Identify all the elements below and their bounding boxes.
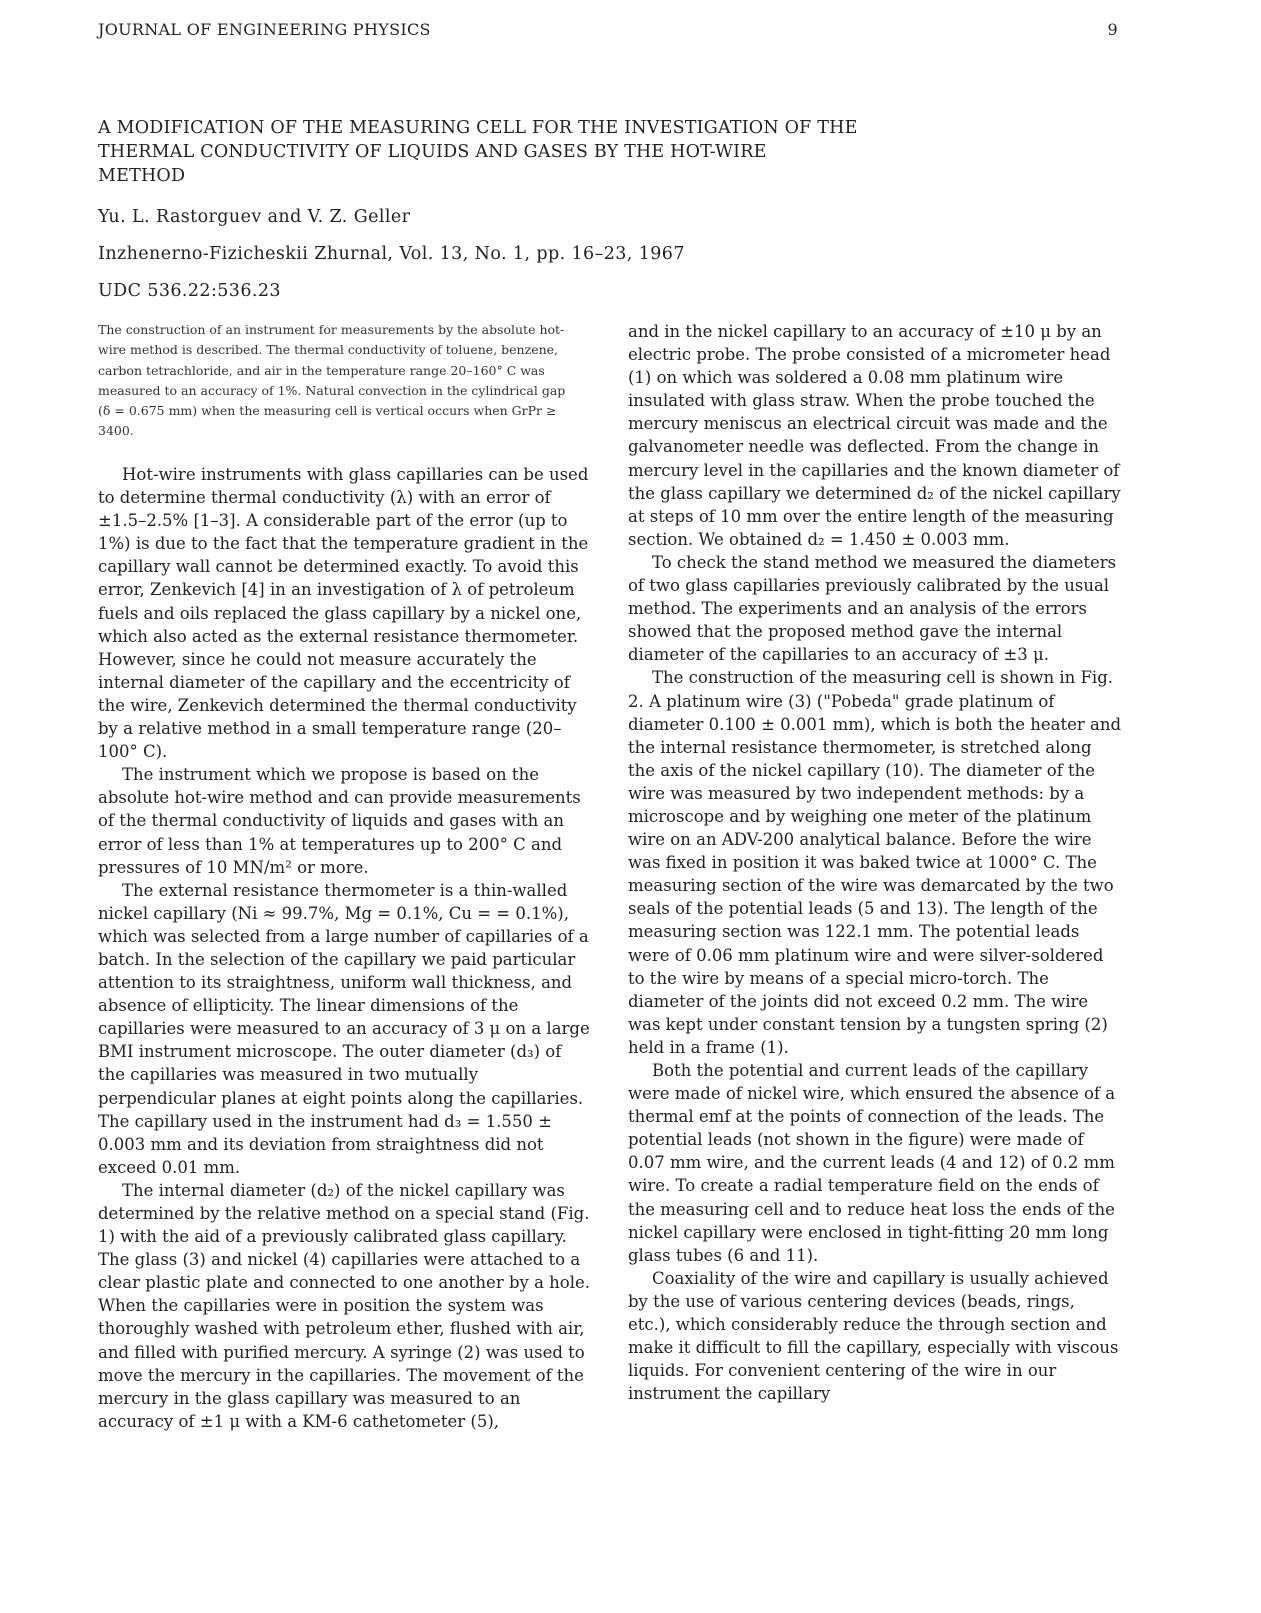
paragraph: Both the potential and current leads of the capillary were made of nickel wire, which ensured the absence of a thermal emf at the points of connection of the leads. The potential leads (not shown in the figure) were made of 0.07 mm wire, and the current leads (4 and 12) of 0.2 mm wire. To create a radial temperature field on the ends of the measuring cell and to reduce heat loss the ends of the nickel capillary were enclosed in tight-fitting 20 mm long glass tubes (6 and 11). [628,1061,1116,1265]
journal-name: JOURNAL OF ENGINEERING PHYSICS [98,20,431,39]
right-column [628,320,1122,1405]
paragraph: Coaxiality of the wire and capillary is usually achieved by the use of various centering devices (beads, rings, etc.), which considerably reduce the through section and make it difficult to fill the capillary, especially with viscous liquids. For convenient centering of the wire in our instrument the capillary [628,1268,1119,1404]
authors: Yu. L. Rastorguev and V. Z. Geller [98,207,411,227]
paragraph: and in the nickel capillary to an accuracy of ±10 μ by an electric probe. The probe consisted of a micrometer head (1) on which was soldered a 0.08 mm platinum wire insulated with glass straw. When the probe touched the mercury meniscus an electrical circuit was made and the galvanometer needle was deflected. From the change in mercury level in the capillaries and the known diameter of the glass capillary we determined d₂ of the nickel capillary at steps of 10 mm over the entire length of the measuring section. We obtained d₂ = 1.450 ± 0.003 mm. [628,322,1121,549]
paragraph: Hot-wire instruments with glass capillaries can be used to determine thermal conductivity (λ) with an error of ±1.5–2.5% [1–3]. A considerable part of the error (up to 1%) is due to the fact that the temperature gradient in the capillary wall cannot be determined exactly. To avoid this error, Zenkevich [4] in an investigation of λ of petroleum fuels and oils replaced the glass capillary by a nickel one, which also acted as the external resistance thermometer. However, since he could not measure accurately the internal diameter of the capillary and the eccentricity of the wire, Zenkevich determined the thermal conductivity by a relative method in a small temperature range (20–100° C). [98,465,589,762]
paragraph: The instrument which we propose is based on the absolute hot-wire method and can provide measurements of the thermal conductivity of liquids and gases with an error of less than 1% at temperatures up to 200° C and pressures of 10 MN/m² or more. [98,765,581,877]
running-head [98,20,1118,39]
left-column [98,463,592,1433]
paragraph: The internal diameter (d₂) of the nickel capillary was determined by the relative method on a special stand (Fig. 1) with the aid of a previously calibrated glass capillary. The glass (3) and nickel (4) capillaries were attached to a clear plastic plate and connected to one another by a hole. When the capillaries were in position the system was thoroughly washed with petroleum ether, flushed with air, and filled with purified mercury. A syringe (2) was used to move the mercury in the capillaries. The movement of the mercury in the glass capillary was measured to an accuracy of ±1 μ with a KM-6 cathetometer (5), [98,1180,591,1431]
page-number: 9 [1107,20,1118,39]
paragraph: The external resistance thermometer is a thin-walled nickel capillary (Ni ≈ 99.7%, Mg = 0.1%, Cu = = 0.1%), which was selected from a large number of capillaries of a batch. In the selection of the capillary we paid particular attention to its straightness, uniform wall thickness, and absence of ellipticity. The linear dimensions of the capillaries were measured to an accuracy of 3 μ on a large BMI instrument microscope. The outer diameter (d₃) of the capillaries was measured in two mutually perpendicular planes at eight points along the capillaries. The capillary used in the instrument had d₃ = 1.550 ± 0.003 mm and its deviation from straightness did not exceed 0.01 mm. [98,880,590,1177]
paragraph: To check the stand method we measured the diameters of two glass capillaries previously calibrated by the usual method. The experiments and an analysis of the errors showed that the proposed method gave the internal diameter of the capillaries to an accuracy of ±3 μ. [628,552,1117,665]
udc-code: UDC 536.22:536.23 [98,281,281,301]
article-title: A MODIFICATION OF THE MEASURING CELL FOR THE INVESTIGATION OF THE THERMAL CONDUCTIVITY OF LIQUIDS AND GASES BY THE HOT-WIRE METHOD [98,118,858,186]
abstract: The construction of an instrument for measurements by the absolute hot-wire method is described. The thermal conductivity of toluene, benzene, carbon tetrachloride, and air in the temperature range 20–160° C was measured to an accuracy of 1%. Natural convection in the cylindrical gap (δ = 0.675 mm) when the measuring cell is vertical occurs when GrPr ≥ 3400. [98,322,566,439]
citation: Inzhenerno-Fizicheskii Zhurnal, Vol. 13, No. 1, pp. 16–23, 1967 [98,244,685,264]
paragraph: The construction of the measuring cell is shown in Fig. 2. A platinum wire (3) ("Pobeda" grade platinum of diameter 0.100 ± 0.001 mm), which is both the heater and the internal resistance thermometer, is stretched along the axis of the nickel capillary (10). The diameter of the wire was measured by two independent methods: by a microscope and by weighing one meter of the platinum wire on an ADV-200 analytical balance. Before the wire was fixed in position it was baked twice at 1000° C. The measuring section of the wire was demarcated by the two seals of the potential leads (5 and 13). The length of the measuring section was 122.1 mm. The potential leads were of 0.06 mm platinum wire and were silver-soldered to the wire by means of a special micro-torch. The diameter of the joints did not exceed 0.2 mm. The wire was kept under constant tension by a tungsten spring (2) held in a frame (1). [628,668,1122,1057]
